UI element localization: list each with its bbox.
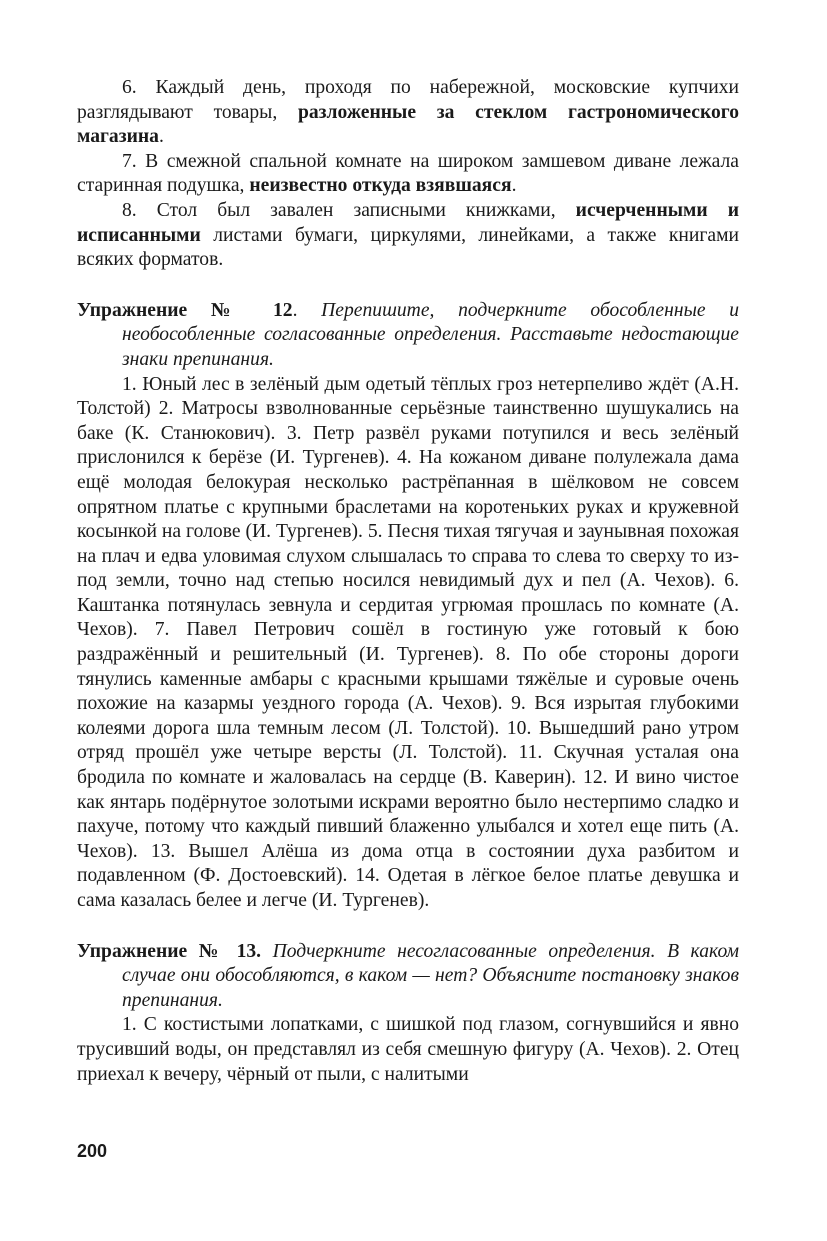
page-content xyxy=(77,76,739,1087)
exercise-heading xyxy=(77,299,739,373)
exercise-body: 1. Юный лес в зелёный дым одетый тёплых гроз нетерпеливо ждёт (А.Н. Толстой) 2. Матросы взволнованные серьёзные таинственно шушукались на баке (К. Станюкович). 3. Петр развёл руками потупился и весь зелёный прислонился к берёзе (И. Тургенев). 4. На кожаном диване полулежала дама ещё молодая белокурая несколько растрёпанная в шёлковом не совсем опрятном платье с крупными браслетами на коротеньких руках и кружевной косынкой на голове (И. Тургенев). 5. Песня тихая тягучая и заунывная похожая на плач и едва уловимая слухом слышалась то справа то слева то сверху то из-под земли, точно над степью носился невидимый дух и пел (А. Чехов). 6. Каштанка потянулась зевнула и сердитая угрюмая прошлась по комнате (А. Чехов). 7. Павел Петрович сошёл в гостиную уже готовый к бою раздражённый и решительный (И. Тургенев). 8. По обе стороны дороги тянулись каменные амбары с красными крышами тяжёлые и суровые очень похожие на казармы уездного города (А. Чехов). 9. Вся изрытая глубокими колеями дорога шла темным лесом (Л. Толстой). 10. Вышедший рано утром отряд прошёл уже четыре версты (Л. Толстой). 11. Скучная усталая она бродила по комнате и жаловалась на сердце (В. Каверин). 12. И вино чистое как янтарь подёрнутое золотыми искрами вероятно было нестерпимо сладко и пахуче, потому что каждый пивший блаженно улыбался и хотел еще пить (А. Чехов). 13. Вышел Алёша из дома отца в состоянии духа разбитом и подавленном (Ф. Достоевский). 14. Одетая в лёгкое белое платье девушка и сама казалась белее и легче (И. Тургенев). xyxy=(77,373,739,911)
bold-phrase: разложенные за стеклом гастрономического магазина xyxy=(77,101,739,148)
sentence-text: листами бумаги, циркулями, линейками, а также книгами всяких форматов. xyxy=(77,224,739,271)
exercise-label: Упражнение № 13. xyxy=(77,940,262,962)
exercise-12 xyxy=(77,299,739,914)
exercise-separator: . xyxy=(292,299,322,321)
exercise-heading xyxy=(77,940,739,1014)
exercise-body: 1. С костистыми лопатками, с шишкой под глазом, согнувшийся и явно трусивший воды, он представлял из себя смешную фигуру (А. Чехов). 2. Отец приехал к вечеру, чёрный от пыли, с налитыми xyxy=(77,1014,739,1085)
exercise-task: Подчеркните несогласованные определения. В каком случае они обособляются, в каком — нет? Объясните постановку знаков препинания. xyxy=(122,940,740,1011)
list-item xyxy=(77,150,739,199)
bold-phrase: исчерченными и исписанными xyxy=(77,199,739,246)
exercise-label: Упражнение № 12 xyxy=(77,299,293,321)
exercise-13 xyxy=(77,940,739,1088)
sentence-text: 8. Стол был завален записными книжками, xyxy=(122,199,576,221)
page-number: 200 xyxy=(77,1141,108,1161)
sentence-text: 7. В смежной спальной комнате на широком замшевом диване лежала старинная подушка, xyxy=(77,150,739,197)
bold-phrase: неизвестно откуда взявшаяся xyxy=(249,175,512,197)
list-item xyxy=(77,76,739,150)
list-item xyxy=(77,199,739,273)
sentence-text: . xyxy=(511,175,517,197)
sentence-text: 6. Каждый день, проходя по набережной, московские купчихи разглядывают товары, xyxy=(77,77,739,123)
exercise-separator xyxy=(261,941,273,962)
exercise-task: Перепишите, подчеркните обособленные и необособленные согласованные определения. Расставьте недостающие знаки препинания. xyxy=(122,299,739,370)
sentence-text: . xyxy=(158,126,164,148)
